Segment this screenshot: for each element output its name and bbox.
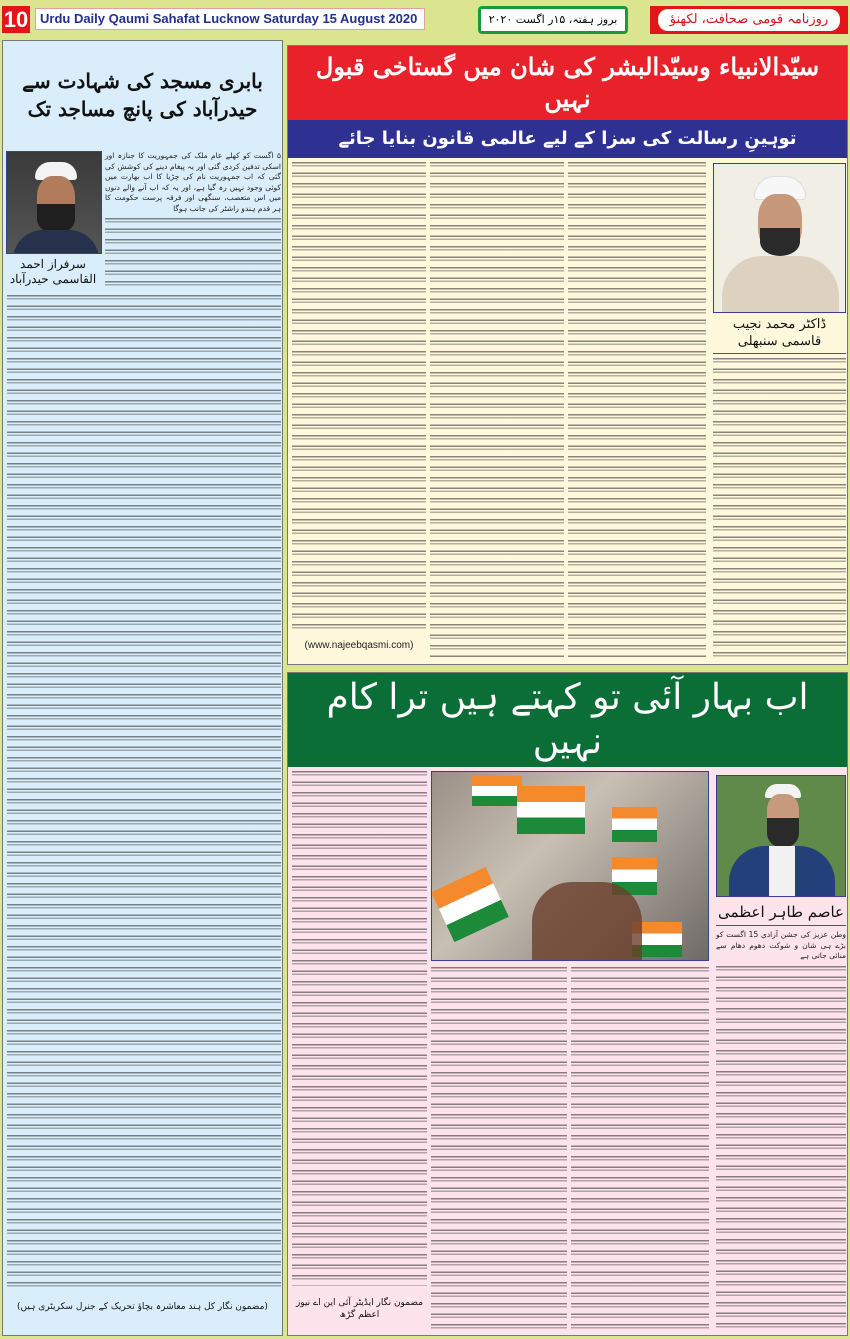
top-article-body: [713, 358, 846, 658]
left-article-body: [7, 295, 281, 1288]
bottom-headline: اب بہار آئی تو کہتے ہیں ترا کام نہیں: [288, 673, 847, 767]
bottom-article-footer: مضمون نگار ایڈیٹر آئی این اے نیوز اعظم گڑھ: [295, 1298, 424, 1320]
masthead-title: روزنامہ قومی صحافت، لکھنؤ: [658, 9, 840, 31]
top-article-body: [568, 162, 706, 658]
left-article-footer: (مضمون نگار کل ہند معاشرہ بچاؤ تحریک کے جنرل سکریٹری ہیں): [17, 1302, 268, 1312]
left-headline-line2: حیدرآباد کی پانچ مساجد تک: [27, 97, 258, 121]
left-article: [2, 40, 283, 1336]
top-article-body: [430, 162, 564, 658]
left-headline: [3, 45, 282, 145]
flags-photo: [431, 771, 709, 961]
top-headline: سیّدالانبیاء وسیّدالبشر کی شان میں گستاخی قبول نہیں: [288, 46, 847, 120]
bottom-article: [287, 672, 848, 1336]
bottom-article-lead: وطن عزیز کی جشن آزادی 15 اگست کو بڑے ہی شان و شوکت دھوم دھام سے منائی جاتی ہے: [716, 930, 846, 960]
english-dateline: Urdu Daily Qaumi Sahafat Lucknow Saturday 15 August 2020: [35, 8, 425, 30]
top-author-byline: ڈاکٹر محمد نجیب قاسمی سنبھلی: [713, 316, 846, 354]
bottom-article-body: [571, 967, 709, 1331]
bottom-author-byline: عاصم طاہر اعظمی: [716, 903, 846, 926]
top-article-body: [292, 162, 426, 632]
top-right-column: [713, 316, 846, 658]
top-subheadline: توہینِ رسالت کی سزا کے لیے عالمی قانون بنایا جائے: [288, 120, 847, 158]
left-article-body: [105, 218, 281, 291]
author-photo: [6, 151, 102, 254]
left-article-top-column: [105, 151, 281, 291]
left-article-lead: ۵ اگست کو کھلے عام ملک کی جمہوریت کا جنازہ اور اسکی تدفین کردی گئی اور یہ پیغام دینے کی کوشش کی گئی کہ اب جمہوریت نام کی چڑیا کا اب بھارت میں کوئی وجود نہیں رہ گیا ہے، اور یہ کہ اب آنے والے دنوں میں اس متعصب، سنگھی اور فرقہ پرست حکومت کا ہر قدم ہندو راشٹر کی جانب ہوگا: [105, 151, 281, 213]
masthead: [650, 6, 848, 34]
bottom-article-body: [292, 771, 427, 1286]
author-photo: [713, 163, 846, 313]
bottom-article-body: [716, 966, 846, 1332]
page-number: 10: [3, 7, 29, 32]
left-author-byline: سرفراز احمد القاسمی حیدرآباد: [9, 257, 97, 286]
urdu-date: بروز ہفتہ، ۱۵ر اگست ۲۰۲۰: [478, 6, 628, 34]
left-headline-line1: بابری مسجد کی شہادت سے: [22, 69, 263, 93]
bottom-article-body: [431, 967, 567, 1331]
top-article: [287, 45, 848, 665]
author-photo: [716, 775, 846, 897]
bottom-right-column: [716, 903, 846, 1331]
website-link[interactable]: (www.najeebqasmi.com): [304, 640, 414, 651]
